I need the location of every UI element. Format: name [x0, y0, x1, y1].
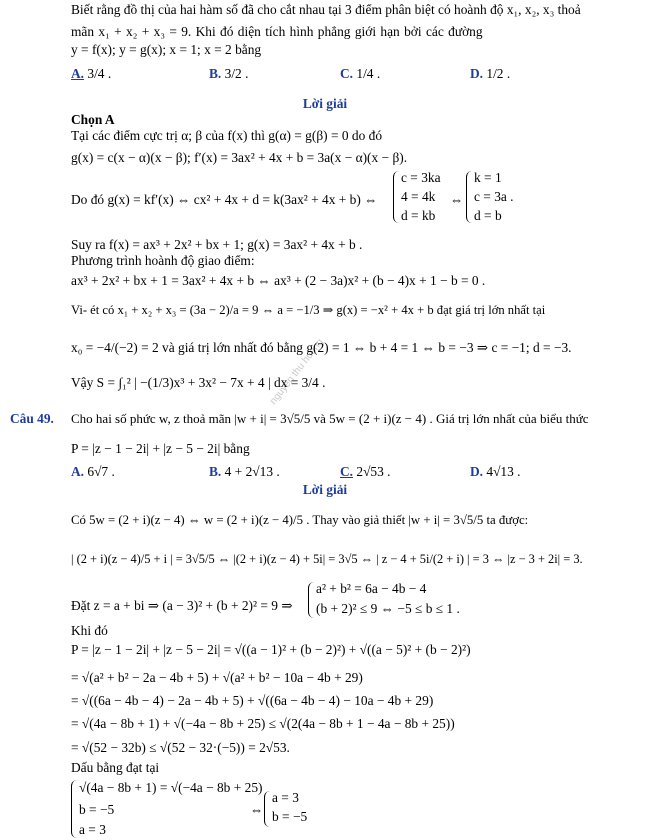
option-value: 3/2 . [224, 66, 249, 81]
q49-solution-line-9: = √(52 − 32b) ≤ √(52 − 32·(−5)) = 2√53. [71, 740, 290, 755]
prev-intro-line-3: y = f(x); y = g(x); x = 1; x = 2 bằng [71, 42, 262, 57]
option-label: D. [470, 464, 484, 479]
system-row: √(4a − 8b + 1) = √(−4a − 8b + 25) [79, 780, 263, 795]
option-label: A. [71, 66, 85, 81]
system-row: k = 1 [474, 170, 502, 185]
option-value: 4√13 . [486, 464, 521, 479]
equivalence-arrow: ⇔ [250, 802, 264, 817]
prev-solution-line-5: Phương trình hoành độ giao điểm: [71, 253, 255, 268]
q49-solution-line-7: = √((6a − 4b − 4) − 2a − 4b + 5) + √((6a − 4b − 4) − 10a − 4b + 29) [71, 693, 434, 708]
system-row: (b + 2)² ≤ 9 ⇔ −5 ≤ b ≤ 1 . [316, 601, 460, 616]
q49-option-d[interactable] [470, 464, 521, 480]
question-text-line-2: P = |z − 1 − 2i| + |z − 5 − 2i| bằng [71, 441, 250, 456]
q49-solution-line-1: Có 5w = (2 + i)(z − 4) ⇔ w = (2 + i)(z − 4)/5 . Thay vào giả thiết |w + i| = 3√5/5 ta được: [71, 513, 529, 527]
question-text-line-1: Cho hai số phức w, z thoả mãn |w + i| = 3√5/5 và 5w = (2 + i)(z − 4) . Giá trị lớn nhất của biểu thức [71, 411, 589, 426]
system-row: a = 3 [272, 790, 299, 805]
system-row: a² + b² = 6a − 4b − 4 [316, 581, 427, 596]
option-value: 6√7 . [87, 464, 115, 479]
q49-option-b[interactable] [209, 464, 280, 480]
prev-intro-line-1: Biết rằng đồ thị của hai hàm số đã cho cắt nhau tại 3 điểm phân biệt có hoành độ x₁, x₂, x₃ thoả [71, 2, 581, 17]
option-label: D. [470, 66, 484, 81]
question-number: Câu 49. [10, 411, 54, 426]
system-brace [264, 791, 271, 827]
prev-solution-line-6: ax³ + 2x² + bx + 1 = 3ax² + 4x + b ⇔ ax³ + (2 − 3a)x² + (b − 4)x + 1 − b = 0 . [71, 273, 486, 288]
prev-intro-line-2: mãn x₁ + x₂ + x₃ = 9. Khi đó diện tích hình phẳng giới hạn bởi các đường [71, 24, 483, 39]
q49-solution-line-5: P = |z − 1 − 2i| + |z − 5 − 2i| = √((a − 1)² + (b − 2)²) + √((a − 5)² + (b − 2)²) [71, 642, 471, 657]
q49-solution-line-4: Khi đó [71, 623, 108, 638]
q49-solution-line-8: = √(4a − 8b + 1) + √(−4a − 8b + 25) ≤ √(2(4a − 8b + 1 − 4a − 8b + 25)) [71, 716, 455, 731]
system-row: a = 3 [79, 822, 106, 837]
q49-solution-line-6: = √(a² + b² − 2a − 4b + 5) + √(a² + b² − 10a − 4b + 29) [71, 670, 363, 685]
system-row: d = kb [401, 208, 436, 223]
prev-solution-line-2: g(x) = c(x − α)(x − β); f′(x) = 3ax² + 4x + b = 3a(x − α)(x − β). [71, 150, 408, 165]
q49-solution-title: Lời giải [302, 482, 348, 497]
prev-solution-title: Lời giải [302, 96, 348, 111]
system-row: c = 3a . [474, 189, 514, 204]
system-row: b = −5 [79, 802, 115, 817]
prev-option-b[interactable] [209, 66, 248, 82]
prev-option-d[interactable] [470, 66, 510, 82]
system-row: b = −5 [272, 809, 308, 824]
system-brace [71, 780, 78, 838]
prev-option-c[interactable] [340, 66, 380, 82]
system-brace [466, 171, 473, 223]
prev-choice: Chọn A [71, 112, 115, 127]
option-label: C. [340, 464, 354, 479]
prev-solution-line-9: Vậy S = ∫₁² | −(1/3)x³ + 3x² − 7x + 4 | dx = 3/4 . [71, 375, 326, 390]
q49-solution-line-10: Dấu bằng đạt tại [71, 760, 160, 775]
option-value: 4 + 2√13 . [224, 464, 280, 479]
system-row: 4 = 4k [401, 189, 436, 204]
equivalence-arrow: ⇔ [450, 192, 464, 207]
option-value: 1/2 . [486, 66, 511, 81]
prev-solution-line-4: Suy ra f(x) = ax³ + 2x² + bx + 1; g(x) = 3ax² + 4x + b . [71, 237, 363, 252]
system-brace [393, 171, 400, 223]
q49-option-a[interactable] [71, 464, 115, 480]
prev-solution-line-3: Do đó g(x) = kf′(x) ⇔ cx² + 4x + d = k(3ax² + 4x + b) ⇔ [71, 192, 378, 207]
option-label: B. [209, 464, 222, 479]
watermark-text: nguyen thu huong [268, 336, 326, 407]
option-label: A. [71, 464, 85, 479]
option-value: 1/4 . [356, 66, 381, 81]
option-value: 3/4 . [87, 66, 112, 81]
q49-option-c[interactable] [340, 464, 391, 480]
prev-option-a[interactable] [71, 66, 111, 82]
option-value: 2√53 . [356, 464, 391, 479]
prev-solution-line-1: Tại các điểm cực trị α; β của f(x) thì g(α) = g(β) = 0 do đó [71, 128, 383, 143]
q49-solution-line-2: | (2 + i)(z − 4)/5 + i | = 3√5/5 ⇔ |(2 + i)(z − 4) + 5i| = 3√5 ⇔ | z − 4 + 5i/(2 + i) | = 3 ⇔ |z − 3 + 2i| = 3. [71, 552, 583, 566]
prev-solution-line-7: Vi- ét có x₁ + x₂ + x₃ = (3a − 2)/a = 9 ⇔ a = −1/3 ⇒ g(x) = −x² + 4x + b đạt giá trị lớn nhất tại [71, 303, 546, 317]
option-label: C. [340, 66, 354, 81]
system-row: c = 3ka [401, 170, 441, 185]
system-brace [308, 582, 315, 618]
system-row: d = b [474, 208, 502, 223]
q49-solution-line-3: Đặt z = a + bi ⇒ (a − 3)² + (b + 2)² = 9 ⇒ [71, 598, 293, 613]
prev-solution-line-8: x₀ = −4/(−2) = 2 và giá trị lớn nhất đó bằng g(2) = 1 ⇔ b + 4 = 1 ⇔ b = −3 ⇒ c = −1; d = −3. [71, 340, 572, 355]
option-label: B. [209, 66, 222, 81]
